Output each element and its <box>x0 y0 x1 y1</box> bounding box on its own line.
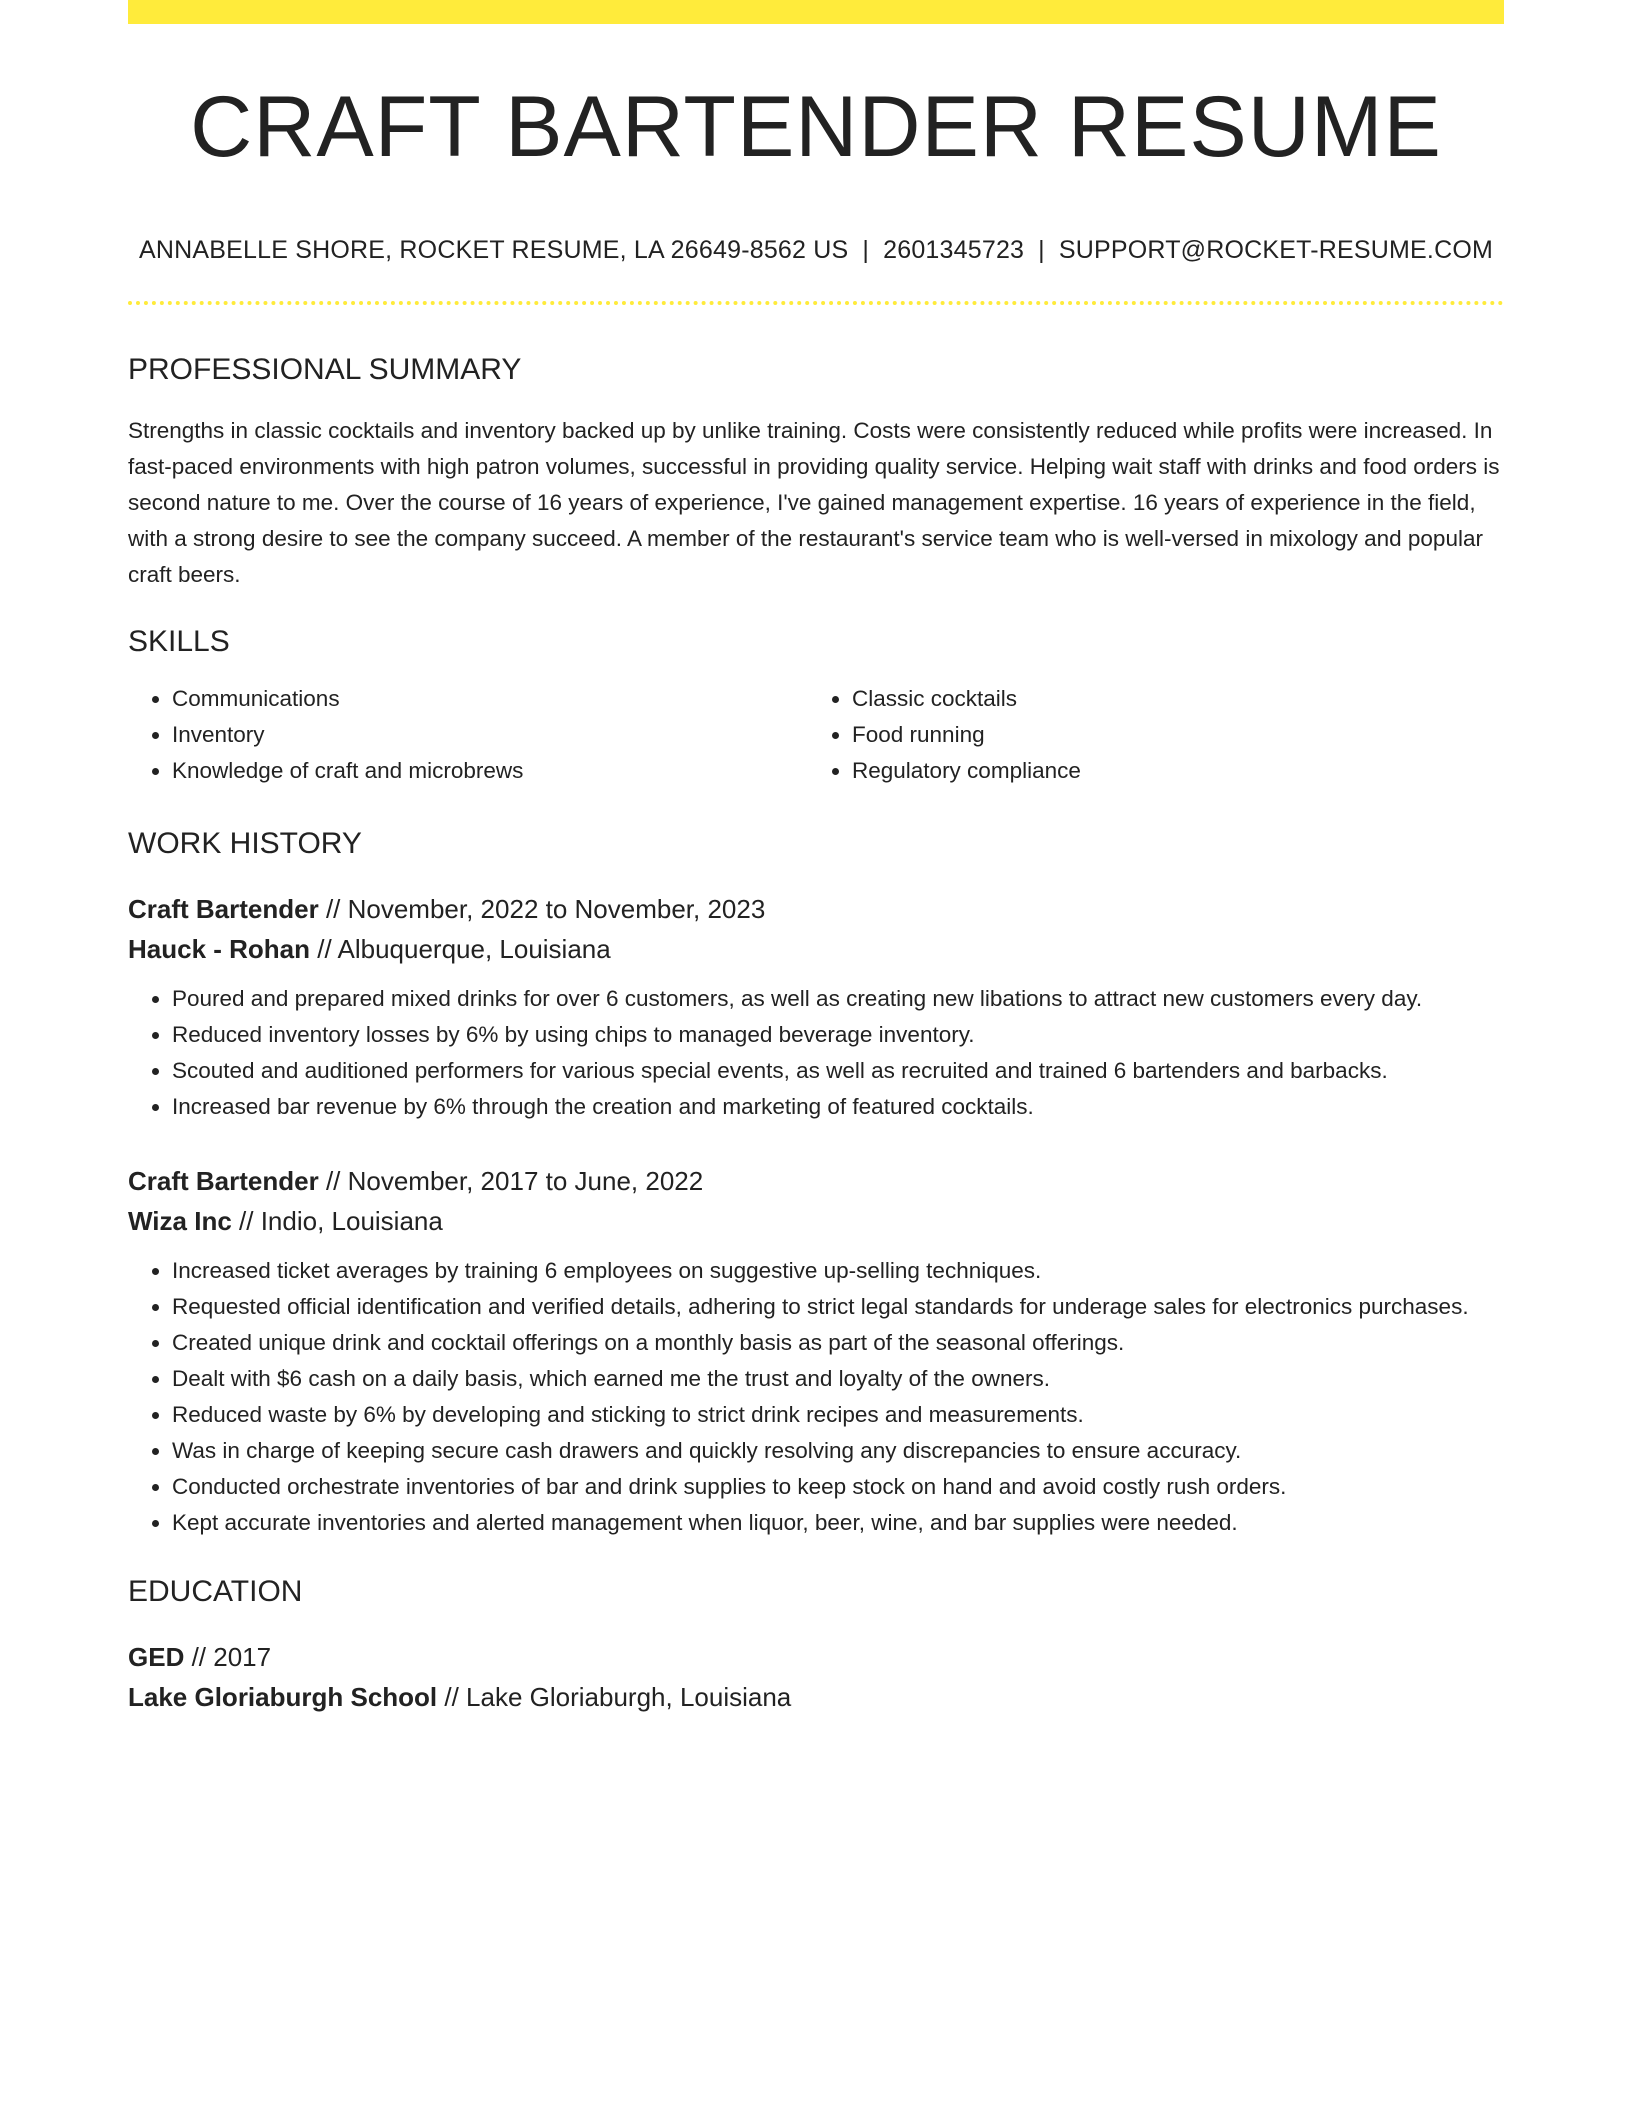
job-bullets <box>128 1253 1504 1541</box>
skills-column-right <box>808 681 1488 789</box>
contact-separator: | <box>862 236 870 264</box>
job-company-line <box>128 1201 1504 1241</box>
job-dates: // November, 2017 to June, 2022 <box>318 1166 704 1196</box>
education-heading: EDUCATION <box>128 1575 303 1608</box>
skills-list <box>128 681 1504 789</box>
job-company-line <box>128 929 1504 969</box>
resume-page <box>128 0 1504 1717</box>
job-location: // Albuquerque, Louisiana <box>310 934 611 964</box>
job-bullet: • Requested official identification and verified details, adhering to strict legal standards for underage sales for electronics purchases. <box>172 1289 1504 1325</box>
job-bullet: • Increased bar revenue by 6% through the creation and marketing of featured cocktails. <box>172 1089 1504 1125</box>
job-bullets <box>128 981 1504 1125</box>
job-title: Craft Bartender <box>128 894 319 924</box>
resume-title: CRAFT BARTENDER RESUME <box>190 79 1442 175</box>
work-history-heading: WORK HISTORY <box>128 827 362 860</box>
contact-address: ANNABELLE SHORE, ROCKET RESUME, LA 26649-8562 US <box>138 236 849 264</box>
skills-column-left <box>128 681 808 789</box>
job-bullet: • Dealt with $6 cash on a daily basis, which earned me the trust and loyalty of the owners. <box>172 1361 1504 1397</box>
skill-item: • Communications <box>172 681 808 717</box>
education-school-line <box>128 1677 1504 1717</box>
job-bullet: • Was in charge of keeping secure cash drawers and quickly resolving any discrepancies to ensure accuracy. <box>172 1433 1504 1469</box>
skill-item: • Classic cocktails <box>852 681 1488 717</box>
job-title: Craft Bartender <box>128 1166 319 1196</box>
contact-email: SUPPORT@ROCKET-RESUME.COM <box>1058 236 1494 264</box>
skills-heading: SKILLS <box>128 625 230 658</box>
top-accent-bar <box>128 0 1504 24</box>
education-year: // 2017 <box>184 1642 272 1672</box>
contact-line <box>128 238 1504 263</box>
summary-heading: PROFESSIONAL SUMMARY <box>128 353 522 386</box>
job-bullet: • Created unique drink and cocktail offerings on a monthly basis as part of the seasonal offerings. <box>172 1325 1504 1361</box>
job-bullet: • Reduced waste by 6% by developing and sticking to strict drink recipes and measurements. <box>172 1397 1504 1433</box>
job-bullet: • Kept accurate inventories and alerted management when liquor, beer, wine, and bar supplies were needed. <box>172 1505 1504 1541</box>
dotted-divider <box>128 301 1504 305</box>
job-bullet: • Increased ticket averages by training 6 employees on suggestive up-selling techniques. <box>172 1253 1504 1289</box>
job-bullet: • Poured and prepared mixed drinks for over 6 customers, as well as creating new libations to attract new customers every day. <box>172 981 1504 1017</box>
job-title-line <box>128 1161 1504 1201</box>
education-entry <box>128 1637 1504 1717</box>
skill-item: • Inventory <box>172 717 808 753</box>
job-bullet: • Reduced inventory losses by 6% by using chips to managed beverage inventory. <box>172 1017 1504 1053</box>
education-school: Lake Gloriaburgh School <box>128 1682 438 1712</box>
skill-item: • Food running <box>852 717 1488 753</box>
job-entry <box>128 889 1504 1125</box>
job-entry <box>128 1161 1504 1541</box>
job-location: // Indio, Louisiana <box>231 1206 443 1236</box>
education-degree-line <box>128 1637 1504 1677</box>
summary-text: Strengths in classic cocktails and inventory backed up by unlike training. Costs were consistently reduced while profits were increased. In fast-paced environments with high patron volumes, successful in providing quality service. Helping wait staff with drinks and food orders is second nature to me. Over the course of 16 years of experience, I've gained management expertise. 16 years of experience in the field, with a strong desire to see the company succeed. A member of the restaurant's service team who is well-versed in mixology and popular craft beers. <box>128 418 1500 587</box>
education-location: // Lake Gloriaburgh, Louisiana <box>437 1682 792 1712</box>
skill-item: • Regulatory compliance <box>852 753 1488 789</box>
job-company: Hauck - Rohan <box>128 934 311 964</box>
contact-separator: | <box>1038 236 1045 264</box>
contact-phone: 2601345723 <box>883 236 1025 264</box>
job-bullet: • Conducted orchestrate inventories of bar and drink supplies to keep stock on hand and avoid costly rush orders. <box>172 1469 1504 1505</box>
skill-item: • Knowledge of craft and microbrews <box>172 753 808 789</box>
job-bullet: • Scouted and auditioned performers for various special events, as well as recruited and trained 6 bartenders and barbacks. <box>172 1053 1504 1089</box>
job-title-line <box>128 889 1504 929</box>
job-company: Wiza Inc <box>128 1206 232 1236</box>
job-dates: // November, 2022 to November, 2023 <box>318 894 766 924</box>
education-degree: GED <box>128 1642 185 1672</box>
